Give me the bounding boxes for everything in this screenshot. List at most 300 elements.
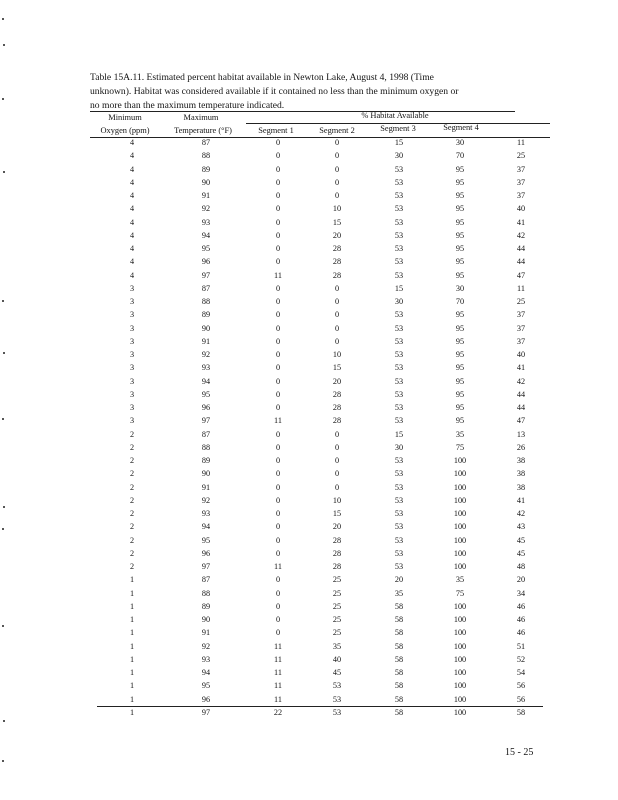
segment-1-cell: 0: [275, 217, 281, 227]
segment-1-cell: 0: [275, 535, 281, 545]
table-row: [90, 693, 550, 706]
table-row: [90, 679, 550, 692]
overall-cell: 42: [516, 230, 526, 240]
segment-3-cell: 53: [394, 403, 404, 412]
table-row: [90, 600, 550, 613]
segment-1-cell: 0: [275, 429, 281, 439]
table-row: [90, 481, 550, 494]
maximum-temperature-cell: 93: [201, 363, 211, 373]
segment-2-cell: 28: [332, 244, 342, 253]
segment-4-cell: 100: [453, 601, 467, 611]
segment-4-cell: 95: [455, 416, 465, 426]
segment-2-cell: 28: [332, 270, 342, 280]
segment-3-cell: 15: [394, 283, 404, 293]
segment-3-cell: 53: [394, 482, 404, 492]
segment-4-cell: 100: [453, 535, 467, 545]
segment-4-cell: 95: [455, 403, 465, 412]
segment-2-cell: 0: [334, 469, 340, 479]
segment-4-cell: 100: [453, 509, 467, 518]
segment-2-header: Segment 2: [319, 126, 355, 135]
caption-line-3: no more than the maximum temperature indicated.: [90, 100, 285, 111]
overall-cell: 46: [516, 615, 526, 624]
maximum-temperature-cell: 89: [201, 601, 211, 611]
segment-4-header: Segment 4: [443, 123, 479, 132]
table-row: [90, 216, 550, 229]
segment-3-cell: 30: [394, 151, 404, 161]
segment-4-cell: 100: [453, 654, 467, 664]
segment-1-cell: 0: [275, 615, 281, 624]
maximum-temperature-cell: 91: [201, 482, 211, 492]
overall-cell: 43: [516, 522, 526, 532]
overall-cell: 25: [516, 297, 526, 306]
segment-3-cell: 58: [394, 654, 404, 664]
maximum-temperature-cell: 88: [201, 588, 211, 598]
segment-4-cell: 95: [455, 191, 465, 200]
segment-4-cell: 100: [453, 562, 467, 571]
segment-2-cell: 28: [332, 257, 342, 267]
table-row: [90, 229, 550, 242]
segment-3-cell: 35: [394, 588, 404, 598]
table-row: [90, 335, 550, 348]
overall-cell: 46: [516, 601, 526, 611]
maximum-temperature-cell: 87: [201, 138, 211, 147]
segment-1-cell: 11: [274, 668, 282, 677]
maximum-temperature-cell: 89: [201, 310, 211, 320]
minimum-oxygen-cell: 1: [129, 681, 135, 691]
segment-1-cell: 11: [274, 654, 282, 664]
segment-1-cell: 0: [275, 548, 281, 558]
minimum-oxygen-cell: 2: [129, 562, 135, 571]
segment-4-cell: 100: [453, 482, 467, 492]
segment-3-cell: 15: [394, 138, 404, 147]
overall-cell: 46: [516, 628, 526, 638]
table-row: [90, 242, 550, 255]
maximum-temperature-cell: 91: [201, 336, 211, 346]
segment-2-cell: 25: [332, 615, 342, 624]
minimum-oxygen-cell: 4: [129, 204, 135, 214]
overall-cell: 37: [516, 191, 526, 200]
segment-1-cell: 0: [275, 138, 281, 147]
minimum-oxygen-cell: 2: [129, 535, 135, 545]
minimum-oxygen-cell: 4: [129, 230, 135, 240]
table-row: [90, 414, 550, 427]
maximum-temperature-cell: 93: [201, 217, 211, 227]
segment-2-cell: 0: [334, 336, 340, 346]
segment-3-cell: 53: [394, 456, 404, 465]
segment-3-cell: 53: [394, 389, 404, 399]
minimum-oxygen-cell: 1: [129, 588, 135, 598]
segment-2-cell: 35: [332, 641, 342, 651]
segment-2-cell: 0: [334, 164, 340, 174]
segment-4-cell: 95: [455, 230, 465, 240]
overall-cell: 13: [516, 429, 526, 439]
segment-1-cell: 0: [275, 522, 281, 532]
maximum-temperature-cell: 89: [201, 164, 211, 174]
segment-4-cell: 100: [453, 615, 467, 624]
minimum-oxygen-cell: 1: [129, 694, 135, 704]
table-row: [90, 163, 550, 176]
overall-cell: 37: [516, 177, 526, 187]
segment-4-cell: 95: [455, 177, 465, 187]
segment-4-cell: 30: [455, 283, 465, 293]
segment-4-cell: 100: [453, 641, 467, 651]
segment-3-cell: 58: [394, 694, 404, 704]
minimum-oxygen-cell: 2: [129, 456, 135, 465]
segment-1-cell: 11: [274, 681, 282, 691]
segment-2-cell: 0: [334, 151, 340, 161]
segment-4-cell: 100: [453, 681, 467, 691]
overall-cell: 44: [516, 244, 526, 253]
overall-cell: 41: [516, 217, 526, 227]
overall-cell: 45: [516, 548, 526, 558]
segment-2-cell: 10: [332, 204, 342, 214]
segment-2-cell: 10: [332, 495, 342, 505]
segment-3-cell: 53: [394, 495, 404, 505]
table-row: [90, 348, 550, 361]
segment-1-cell: 0: [275, 310, 281, 320]
minimum-oxygen-cell: 3: [129, 350, 135, 359]
minimum-oxygen-cell: 3: [129, 323, 135, 333]
segment-2-cell: 20: [332, 230, 342, 240]
segment-1-cell: 0: [275, 588, 281, 598]
table-row: [90, 573, 550, 586]
segment-2-cell: 0: [334, 482, 340, 492]
segment-2-cell: 0: [334, 456, 340, 465]
overall-cell: 47: [516, 270, 526, 280]
overall-cell: 54: [516, 668, 526, 677]
table-row: [90, 375, 550, 388]
table-row: [90, 428, 550, 441]
table-row: [90, 322, 550, 335]
segment-3-cell: 53: [394, 376, 404, 386]
table-row: [90, 640, 550, 653]
overall-cell: 38: [516, 469, 526, 479]
overall-cell: 48: [516, 562, 526, 571]
table-row: [90, 666, 550, 679]
segment-4-cell: 95: [455, 204, 465, 214]
maximum-temperature-cell: 93: [201, 654, 211, 664]
maximum-temperature-cell: 93: [201, 509, 211, 518]
segment-1-cell: 0: [275, 628, 281, 638]
segment-4-cell: 100: [453, 456, 467, 465]
table-row: [90, 149, 550, 162]
segment-2-cell: 0: [334, 138, 340, 147]
segment-2-cell: 10: [332, 350, 342, 359]
segment-2-cell: 28: [332, 562, 342, 571]
minimum-oxygen-header-line2: Oxygen (ppm): [100, 126, 150, 135]
maximum-temperature-cell: 88: [201, 297, 211, 306]
overall-cell: 56: [516, 694, 526, 704]
segment-1-cell: 22: [273, 707, 283, 717]
segment-4-cell: 95: [455, 270, 465, 280]
minimum-oxygen-cell: 1: [129, 707, 135, 717]
maximum-temperature-cell: 97: [201, 562, 211, 571]
minimum-oxygen-cell: 3: [129, 297, 135, 306]
segment-1-cell: 0: [275, 297, 281, 306]
minimum-oxygen-cell: 3: [129, 389, 135, 399]
segment-4-cell: 95: [455, 323, 465, 333]
segment-4-cell: 100: [453, 628, 467, 638]
overall-cell: 34: [516, 588, 526, 598]
segment-2-cell: 28: [332, 548, 342, 558]
maximum-temperature-cell: 92: [201, 495, 211, 505]
minimum-oxygen-cell: 2: [129, 442, 135, 452]
segment-2-cell: 15: [332, 217, 342, 227]
minimum-oxygen-cell: 4: [129, 177, 135, 187]
minimum-oxygen-cell: 2: [129, 548, 135, 558]
segment-4-cell: 95: [455, 257, 465, 267]
segment-3-cell: 53: [394, 217, 404, 227]
maximum-temperature-cell: 95: [201, 244, 211, 253]
maximum-temperature-cell: 96: [201, 694, 211, 704]
segment-2-cell: 45: [332, 668, 342, 677]
overall-cell: 37: [516, 323, 526, 333]
table-row: [90, 361, 550, 374]
table-row: [90, 454, 550, 467]
maximum-temperature-cell: 88: [201, 151, 211, 161]
segment-4-cell: 95: [455, 336, 465, 346]
maximum-temperature-cell: 91: [201, 628, 211, 638]
segment-3-cell: 58: [394, 628, 404, 638]
table-row: [90, 136, 550, 149]
segment-3-cell: 53: [394, 310, 404, 320]
table-row: [90, 401, 550, 414]
minimum-oxygen-cell: 4: [129, 151, 135, 161]
minimum-oxygen-cell: 2: [129, 429, 135, 439]
segment-2-cell: 53: [332, 694, 342, 704]
segment-3-cell: 30: [394, 297, 404, 306]
table-row: [90, 653, 550, 666]
maximum-temperature-cell: 97: [201, 707, 211, 717]
segment-1-cell: 0: [275, 204, 281, 214]
segment-3-cell: 53: [394, 177, 404, 187]
table-row: [90, 560, 550, 573]
table-row: [90, 613, 550, 626]
table-top-rule: [90, 111, 515, 112]
segment-2-cell: 28: [332, 416, 342, 426]
segment-2-cell: 53: [332, 681, 342, 691]
overall-cell: 40: [516, 350, 526, 359]
minimum-oxygen-cell: 1: [129, 628, 135, 638]
segment-1-cell: 0: [275, 601, 281, 611]
segment-2-cell: 28: [332, 389, 342, 399]
segment-3-cell: 53: [394, 562, 404, 571]
segment-2-cell: 15: [332, 363, 342, 373]
overall-cell: 37: [516, 336, 526, 346]
table-row: [90, 282, 550, 295]
maximum-temperature-cell: 94: [201, 376, 211, 386]
segment-3-cell: 15: [394, 429, 404, 439]
segment-2-cell: 0: [334, 297, 340, 306]
overall-cell: 20: [516, 575, 526, 585]
maximum-temperature-cell: 92: [201, 641, 211, 651]
segment-3-header: Segment 3: [380, 124, 416, 133]
overall-cell: 26: [516, 442, 526, 452]
segment-1-cell: 0: [275, 469, 281, 479]
segment-3-cell: 53: [394, 522, 404, 532]
segment-2-cell: 53: [332, 707, 342, 717]
table-row: [90, 176, 550, 189]
maximum-temperature-cell: 97: [201, 416, 211, 426]
maximum-temperature-cell: 89: [201, 456, 211, 465]
table-row: [90, 547, 550, 560]
minimum-oxygen-cell: 3: [129, 416, 135, 426]
segment-4-cell: 70: [455, 297, 465, 306]
segment-1-cell: 0: [275, 363, 281, 373]
segment-4-cell: 100: [453, 694, 467, 704]
maximum-temperature-header-line2: Temperature (°F): [174, 126, 232, 135]
segment-1-cell: 0: [275, 350, 281, 359]
overall-cell: 11: [517, 283, 525, 293]
overall-cell: 44: [516, 389, 526, 399]
segment-3-cell: 53: [394, 191, 404, 200]
maximum-temperature-cell: 97: [201, 270, 211, 280]
segment-4-cell: 95: [455, 376, 465, 386]
segment-3-cell: 20: [394, 575, 404, 585]
segment-4-cell: 95: [455, 389, 465, 399]
segment-2-cell: 25: [332, 575, 342, 585]
segment-4-cell: 95: [455, 164, 465, 174]
segment-1-cell: 0: [275, 323, 281, 333]
overall-cell: 25: [516, 151, 526, 161]
segment-1-header: Segment 1: [258, 126, 294, 135]
table-row: [90, 587, 550, 600]
minimum-oxygen-cell: 2: [129, 469, 135, 479]
segment-1-cell: 0: [275, 336, 281, 346]
maximum-temperature-cell: 95: [201, 535, 211, 545]
segment-2-cell: 0: [334, 429, 340, 439]
minimum-oxygen-header-line1: Minimum: [108, 113, 142, 122]
segment-1-cell: 0: [275, 177, 281, 187]
overall-cell: 42: [516, 509, 526, 518]
table-row: [90, 189, 550, 202]
segment-1-cell: 0: [275, 509, 281, 518]
overall-cell: 45: [516, 535, 526, 545]
table-row: [90, 494, 550, 507]
table-row: [90, 269, 550, 282]
segment-2-cell: 0: [334, 283, 340, 293]
segment-2-cell: 20: [332, 522, 342, 532]
segment-2-cell: 0: [334, 310, 340, 320]
maximum-temperature-cell: 88: [201, 442, 211, 452]
segment-1-cell: 0: [275, 403, 281, 412]
segment-2-cell: 0: [334, 442, 340, 452]
segment-2-cell: 15: [332, 509, 342, 518]
segment-3-cell: 53: [394, 535, 404, 545]
minimum-oxygen-cell: 4: [129, 257, 135, 267]
segment-4-cell: 35: [455, 575, 465, 585]
segment-3-cell: 53: [394, 230, 404, 240]
segment-3-cell: 53: [394, 204, 404, 214]
segment-4-cell: 100: [453, 522, 467, 532]
overall-cell: 41: [516, 495, 526, 505]
segment-4-cell: 100: [453, 495, 467, 505]
overall-cell: 52: [516, 654, 526, 664]
minimum-oxygen-cell: 2: [129, 522, 135, 532]
overall-cell: 38: [516, 456, 526, 465]
segment-3-cell: 58: [394, 601, 404, 611]
segment-3-cell: 53: [394, 323, 404, 333]
segment-4-cell: 100: [453, 469, 467, 479]
segment-2-cell: 20: [332, 376, 342, 386]
segment-1-cell: 0: [275, 389, 281, 399]
minimum-oxygen-cell: 1: [129, 601, 135, 611]
segment-1-cell: 0: [275, 376, 281, 386]
table-bottom-rule: [97, 706, 543, 707]
segment-1-cell: 0: [275, 164, 281, 174]
minimum-oxygen-cell: 3: [129, 376, 135, 386]
segment-4-cell: 75: [455, 588, 465, 598]
minimum-oxygen-cell: 1: [129, 641, 135, 651]
minimum-oxygen-cell: 1: [129, 575, 135, 585]
minimum-oxygen-cell: 4: [129, 270, 135, 280]
overall-cell: 40: [516, 204, 526, 214]
segment-2-cell: 28: [332, 535, 342, 545]
overall-cell: 37: [516, 310, 526, 320]
table-caption: [90, 71, 530, 113]
minimum-oxygen-cell: 4: [129, 138, 135, 147]
maximum-temperature-cell: 96: [201, 403, 211, 412]
segment-1-cell: 0: [275, 191, 281, 200]
segment-3-cell: 53: [394, 350, 404, 359]
caption-line-1: Table 15A.11. Estimated percent habitat available in Newton Lake, August 4, 1998 (Time: [90, 72, 434, 83]
minimum-oxygen-cell: 4: [129, 217, 135, 227]
page-number: 15 - 25: [505, 747, 534, 758]
segment-2-cell: 0: [334, 191, 340, 200]
segment-3-cell: 58: [394, 707, 404, 717]
segment-3-cell: 58: [394, 615, 404, 624]
overall-cell: 11: [517, 138, 525, 147]
segment-3-cell: 53: [394, 509, 404, 518]
maximum-temperature-cell: 90: [201, 615, 211, 624]
segment-1-cell: 0: [275, 456, 281, 465]
segment-4-cell: 35: [455, 429, 465, 439]
maximum-temperature-cell: 94: [201, 230, 211, 240]
minimum-oxygen-cell: 3: [129, 363, 135, 373]
table-row: [90, 441, 550, 454]
segment-1-cell: 0: [275, 257, 281, 267]
maximum-temperature-cell: 95: [201, 389, 211, 399]
segment-3-cell: 58: [394, 668, 404, 677]
segment-1-cell: 0: [275, 151, 281, 161]
overall-cell: 47: [516, 416, 526, 426]
segment-3-cell: 53: [394, 257, 404, 267]
maximum-temperature-cell: 90: [201, 177, 211, 187]
segment-3-cell: 58: [394, 641, 404, 651]
table-row: [90, 534, 550, 547]
overall-cell: 42: [516, 376, 526, 386]
segment-1-cell: 0: [275, 575, 281, 585]
segment-1-cell: 0: [275, 230, 281, 240]
segment-1-cell: 11: [274, 270, 282, 280]
maximum-temperature-cell: 90: [201, 323, 211, 333]
maximum-temperature-cell: 92: [201, 350, 211, 359]
maximum-temperature-cell: 91: [201, 191, 211, 200]
minimum-oxygen-cell: 3: [129, 403, 135, 412]
segment-2-cell: 25: [332, 601, 342, 611]
segment-3-cell: 58: [394, 681, 404, 691]
maximum-temperature-cell: 87: [201, 429, 211, 439]
minimum-oxygen-cell: 2: [129, 509, 135, 518]
segment-3-cell: 30: [394, 442, 404, 452]
maximum-temperature-cell: 87: [201, 283, 211, 293]
maximum-temperature-cell: 92: [201, 204, 211, 214]
maximum-temperature-cell: 87: [201, 575, 211, 585]
segment-4-cell: 95: [455, 217, 465, 227]
maximum-temperature-cell: 94: [201, 522, 211, 532]
segment-4-cell: 95: [455, 244, 465, 253]
segment-4-cell: 95: [455, 310, 465, 320]
